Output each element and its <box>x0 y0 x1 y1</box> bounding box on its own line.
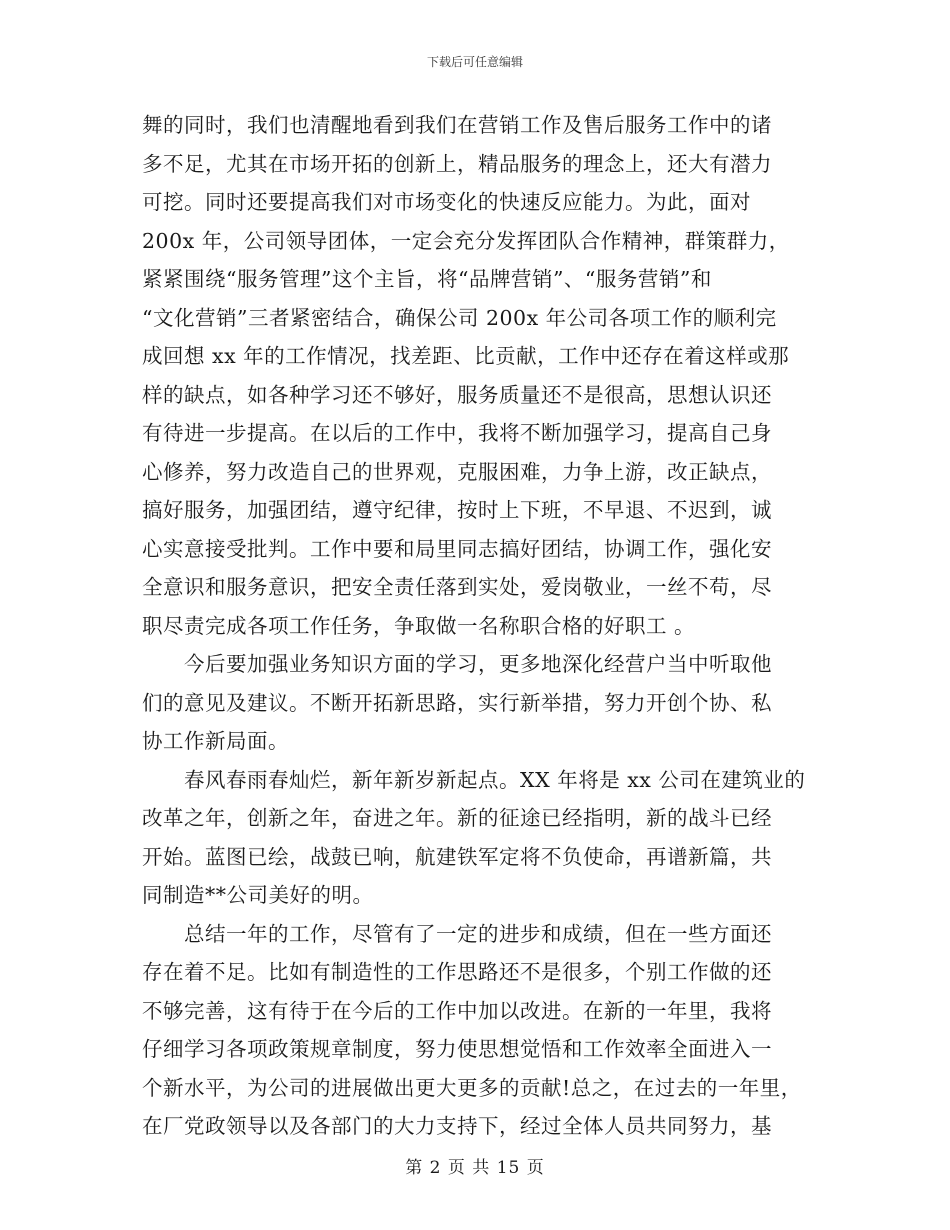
text-line: 心修养，努力改造自己的世界观，克服困难，力争上游，改正缺点， <box>142 459 772 484</box>
text-line: 总结一年的工作，尽管有了一定的进步和成绩，但在一些方面还 <box>184 921 772 946</box>
text-line: 全意识和服务意识，把安全责任落到实处，爱岗敬业，一丝不苟，尽 <box>142 575 772 599</box>
text-line: 今后要加强业务知识方面的学习，更多地深化经营户当中听取他 <box>184 652 772 676</box>
text-line: 不够完善，这有待于在今后的工作中加以改进。在新的一年里，我将 <box>142 998 772 1023</box>
paragraph <box>142 106 812 645</box>
paragraph <box>142 761 812 915</box>
document-body <box>142 106 812 1146</box>
text-line: 多不足，尤其在市场开拓的创新上，精品服务的理念上，还大有潜力 <box>142 151 772 176</box>
text-line: 个新水平，为公司的进展做出更大更多的贡献!总之，在过去的一年里， <box>142 1075 802 1100</box>
text-line: 存在着不足。比如有制造性的工作思路还不是很多，个别工作做的还 <box>142 960 772 984</box>
text-line: 有待进一步提高。在以后的工作中，我将不断加强学习，提高自己身 <box>142 421 772 445</box>
text-line: 200x 年，公司领导团体，一定会充分发挥团队合作精神，群策群力， <box>142 228 790 253</box>
text-line: 紧紧围绕“服务管理”这个主旨，将“品牌营销”、“服务营销”和 <box>142 267 712 291</box>
text-line: 样的缺点，如各种学习还不够好，服务质量还不是很高，思想认识还 <box>142 382 772 407</box>
text-line: 可挖。同时还要提高我们对市场变化的快速反应能力。为此，面对 <box>142 190 751 214</box>
text-line: 搞好服务，加强团结，遵守纪律，按时上下班，不早退、不迟到，诚 <box>142 498 772 522</box>
text-line: 成回想 xx 年的工作情况，找差距、比贡献，工作中还存在着这样或那 <box>142 344 790 368</box>
text-line: 春风春雨春灿烂，新年新岁新起点。XX 年将是 xx 公司在建筑业的 <box>184 767 806 792</box>
paragraph <box>142 645 812 761</box>
text-line: 舞的同时，我们也清醒地看到我们在营销工作及售后服务工作中的诸 <box>142 113 772 137</box>
paragraph <box>142 915 812 1146</box>
page-number-footer: 第 2 页 共 15 页 <box>405 1158 545 1178</box>
text-line: 仔细学习各项政策规章制度，努力使思想觉悟和工作效率全面进入一 <box>142 1037 772 1061</box>
text-line: 改革之年，创新之年，奋进之年。新的征途已经指明，新的战斗已经 <box>142 806 772 830</box>
text-line: 开始。蓝图已绘，战鼓已响，航建铁军定将不负使命，再谱新篇，共 <box>142 844 772 869</box>
text-line: 们的意见及建议。不断开拓新思路，实行新举措，努力开创个协、私 <box>142 690 772 715</box>
text-line: “文化营销”三者紧密结合，确保公司 200x 年公司各项工作的顺利完 <box>142 305 777 330</box>
text-line: 同制造**公司美好的明。 <box>142 883 374 907</box>
text-line: 职尽责完成各项工作任务，争取做一名称职合格的好职工 。 <box>142 613 696 638</box>
page-header: 下载后可任意编辑 <box>426 55 523 69</box>
text-line: 协工作新局面。 <box>142 729 289 753</box>
text-line: 心实意接受批判。工作中要和局里同志搞好团结，协调工作，强化安 <box>142 536 772 561</box>
text-line: 在厂党政领导以及各部门的大力支持下，经过全体人员共同努力，基 <box>142 1114 772 1138</box>
